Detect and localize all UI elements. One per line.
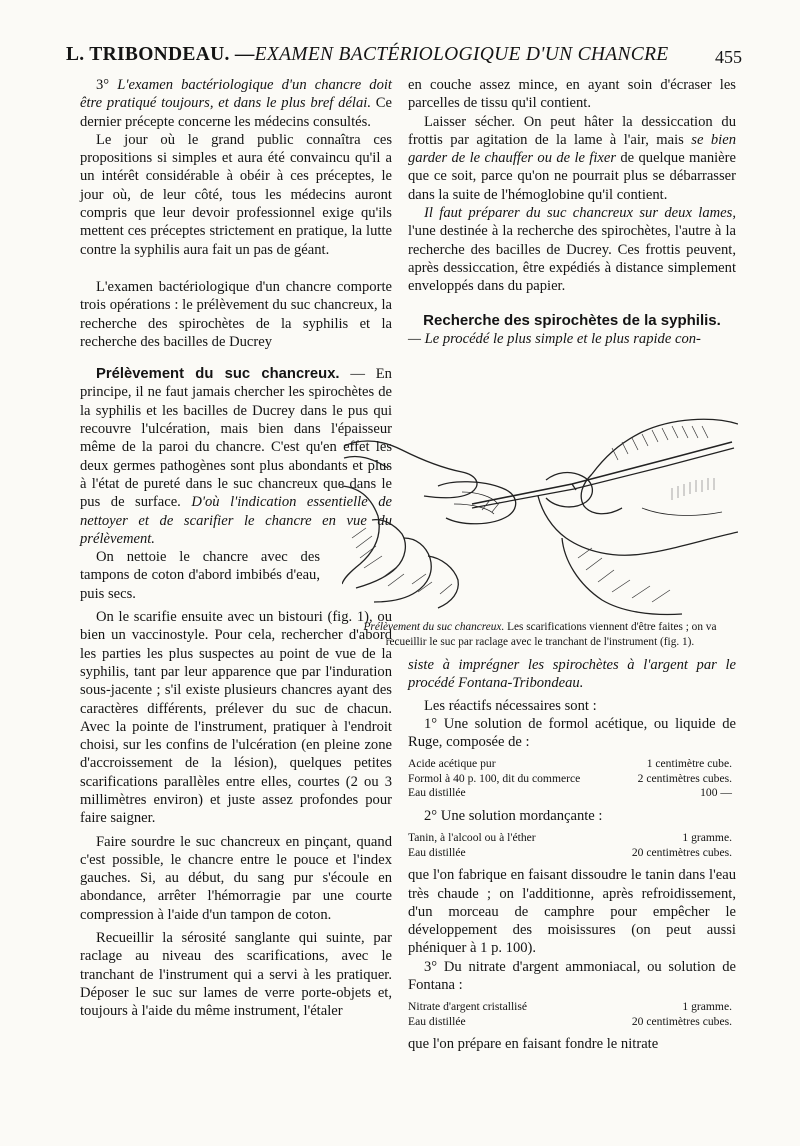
quantity: 1 gramme.: [682, 831, 732, 845]
italic-text: D'où l'indication essentielle de nettoyer et de scarifier le chancre en vue du prélèvement.: [80, 494, 392, 547]
right-column: [408, 76, 736, 348]
ingredient: Nitrate d'argent cristallisé: [408, 1000, 528, 1014]
section-heading: Recherche des spirochètes de la syphilis.: [423, 311, 721, 329]
paragraph: 2° Une solution mordançante :: [424, 807, 603, 824]
figure-illustration: [342, 388, 738, 620]
paragraph: On le scarifie ensuite avec un bistouri (fig. 1), ou bien un vaccinostyle. Pour cela, rechercher d'abord les parties les plus suspectes au point de vue de la syphilis, tant par leur apparence que par l'induration sous-jacente ; s'il existe plusieurs chancres ayant des caractères différents, prélever du suc de chacun. Avec la pointe de l'instrument, pratiquer à l'endroit choisi, sur les confins de l'ulcération (en pleine zone d'accroissement de la lésion), quelques petites scarifications parallèles entre elles, courtes (2 ou 3 millimètres environ) et juste assez profondes pour faire saigner.: [80, 609, 392, 827]
quantity: 1 gramme.: [682, 1000, 732, 1014]
caption-title: Prélèvement du suc chancreux.: [363, 621, 505, 633]
page-number: 455: [715, 47, 742, 67]
ingredient: Eau distillée: [408, 845, 466, 859]
running-head: [66, 44, 669, 66]
text: l'une destinée à la recherche des spirochètes, l'autre à la recherche des bacilles de Ducrey. Ces frottis peuvent, après dessiccation, être expédiés à distance simplement enveloppés dans du papier.: [408, 223, 736, 295]
right-column-lower: [408, 656, 736, 1054]
paragraph: [408, 656, 736, 693]
formula-row: [408, 1015, 736, 1030]
text: Laisser sécher. On peut hâter la dessiccation du frottis par agitation de la lame à l'air, mais: [408, 113, 736, 148]
formula-row: [408, 1000, 736, 1015]
ingredient: Eau distillée: [408, 1014, 466, 1028]
paragraph: [408, 204, 736, 295]
italic-text: L'examen bactériologique d'un chancre doit être pratiqué toujours, et dans le plus bref délai.: [80, 77, 392, 112]
italic-text: Il faut préparer du suc chancreux sur deux lames,: [424, 205, 736, 222]
paragraph: [408, 330, 736, 348]
italic-text: se bien garder de le chauffer ou de le fixer: [408, 131, 736, 167]
quantity: 1 centimètre cube.: [646, 757, 732, 771]
subsection-heading: Prélèvement du suc chancreux.: [96, 366, 340, 383]
article-title: EXAMEN BACTÉRIOLOGIQUE D'UN CHANCRE: [254, 44, 669, 65]
text: — En principe, il ne faut jamais chercher les spirochètes de la syphilis et les bacilles de Ducrey dans le pus qui recouvre l'ulcération, mais bien dans l'épaisseur même de la paroi du chancre. C'est qu'en effet les deux germes pathogènes sont plus abondants et plus à l'état de pureté dans le suc chancreux que dans le pus de surface.: [80, 366, 392, 511]
paragraph: que l'on fabrique en faisant dissoudre le tanin dans l'eau très chaude ; on l'additionne, après refroidissement, d'un morceau de camphre pour empêcher le développement des moisissures (on peut aussi phéniquer à 1 p. 100).: [408, 867, 736, 957]
caption-text: Les scarifications viennent d'être faites ; on va recueillir le suc par raclage avec le tranchant de l'instrument (fig. 1).: [385, 621, 717, 648]
paragraph: 3° Du nitrate d'argent ammoniacal, ou solution de Fontana :: [408, 958, 736, 994]
paragraph: L'examen bactériologique d'un chancre comporte trois opérations : le prélèvement du suc chancreux, la recherche des spirochètes de la syphilis et la recherche des bacilles de Ducrey: [80, 278, 392, 350]
quantity: 20 centimètres cubes.: [631, 1014, 732, 1028]
ingredient: Acide acétique pur: [408, 757, 496, 771]
paragraph: Le jour où le grand public connaîtra ces propositions si simples et aura été convaincu qu'il a un intérêt considérable à obéir à ces préceptes, le jour où, de leur côté, tous les médecins auront compris que leur devoir professionnel exige qu'ils mettent ces préceptes strictement en pratique, la lutte contre la syphilis aura fait un pas de géant.: [80, 131, 392, 258]
text: Ce dernier précepte concerne les médecins consultés.: [80, 95, 392, 130]
running-header: [66, 38, 742, 72]
italic-text: — Le procédé le plus simple et le plus rapide con-: [408, 330, 701, 347]
numbering: 3°: [96, 77, 118, 93]
paragraph: Faire sourdre le suc chancreux en pinçant, quand c'est possible, le chancre entre le pouce et l'index gauches. Si, au début, du sang pur s'écoule en abondance, arrêter l'hémorragie par une courte compression à l'aide d'un tampon de coton.: [80, 833, 392, 923]
formula-row: [408, 846, 736, 861]
quantity: 2 centimètres cubes.: [637, 771, 732, 785]
quantity: 20 centimètres cubes.: [631, 845, 732, 859]
formula-row: [408, 772, 736, 787]
paragraph: que l'on prépare en faisant fondre le nitrate: [408, 1036, 659, 1053]
paragraph: [408, 113, 736, 204]
paragraph: Recueillir la sérosité sanglante qui suinte, par raclage au niveau des scarifications, avec le tranchant de l'instrument qui a servi à les pratiquer. Déposer le suc sur lames de verre porte-objets et, toujours à l'aide du même instrument, l'étaler: [80, 930, 392, 1020]
header-dash: —: [234, 44, 255, 65]
quantity: 100 —: [700, 786, 732, 800]
formula-row: [408, 757, 736, 772]
ingredient: Eau distillée: [408, 786, 466, 800]
engraving-image: [342, 388, 738, 620]
text: de quelque manière que ce soit, parce qu'on ne pourrait plus se débarrasser dans la suite de l'hémoglobine qu'il contient.: [408, 150, 736, 203]
formula-table-2: [408, 831, 736, 860]
paragraph: Les réactifs nécessaires sont :: [424, 697, 597, 714]
author-name: L. TRIBONDEAU.: [66, 44, 230, 65]
paragraph: 1° Une solution de formol acétique, ou liquide de Ruge, composée de :: [408, 715, 736, 751]
paragraph: [80, 76, 392, 131]
formula-table-1: [408, 757, 736, 801]
italic-text: siste à imprégner les spirochètes à l'argent par le procédé Fontana-Tribondeau.: [408, 657, 736, 692]
ingredient: Formol à 40 p. 100, dit du commerce: [408, 771, 581, 785]
formula-table-3: [408, 1000, 736, 1029]
formula-row: [408, 786, 736, 801]
ingredient: Tanin, à l'alcool ou à l'éther: [408, 831, 536, 845]
figure-caption: [342, 620, 738, 649]
formula-row: [408, 831, 736, 846]
paragraph: On nettoie le chancre avec des tampons de coton d'abord imbibés d'eau, puis secs.: [80, 549, 320, 602]
paragraph: en couche assez mince, en ayant soin d'écraser les parcelles de tissu qu'il contient.: [408, 77, 736, 112]
